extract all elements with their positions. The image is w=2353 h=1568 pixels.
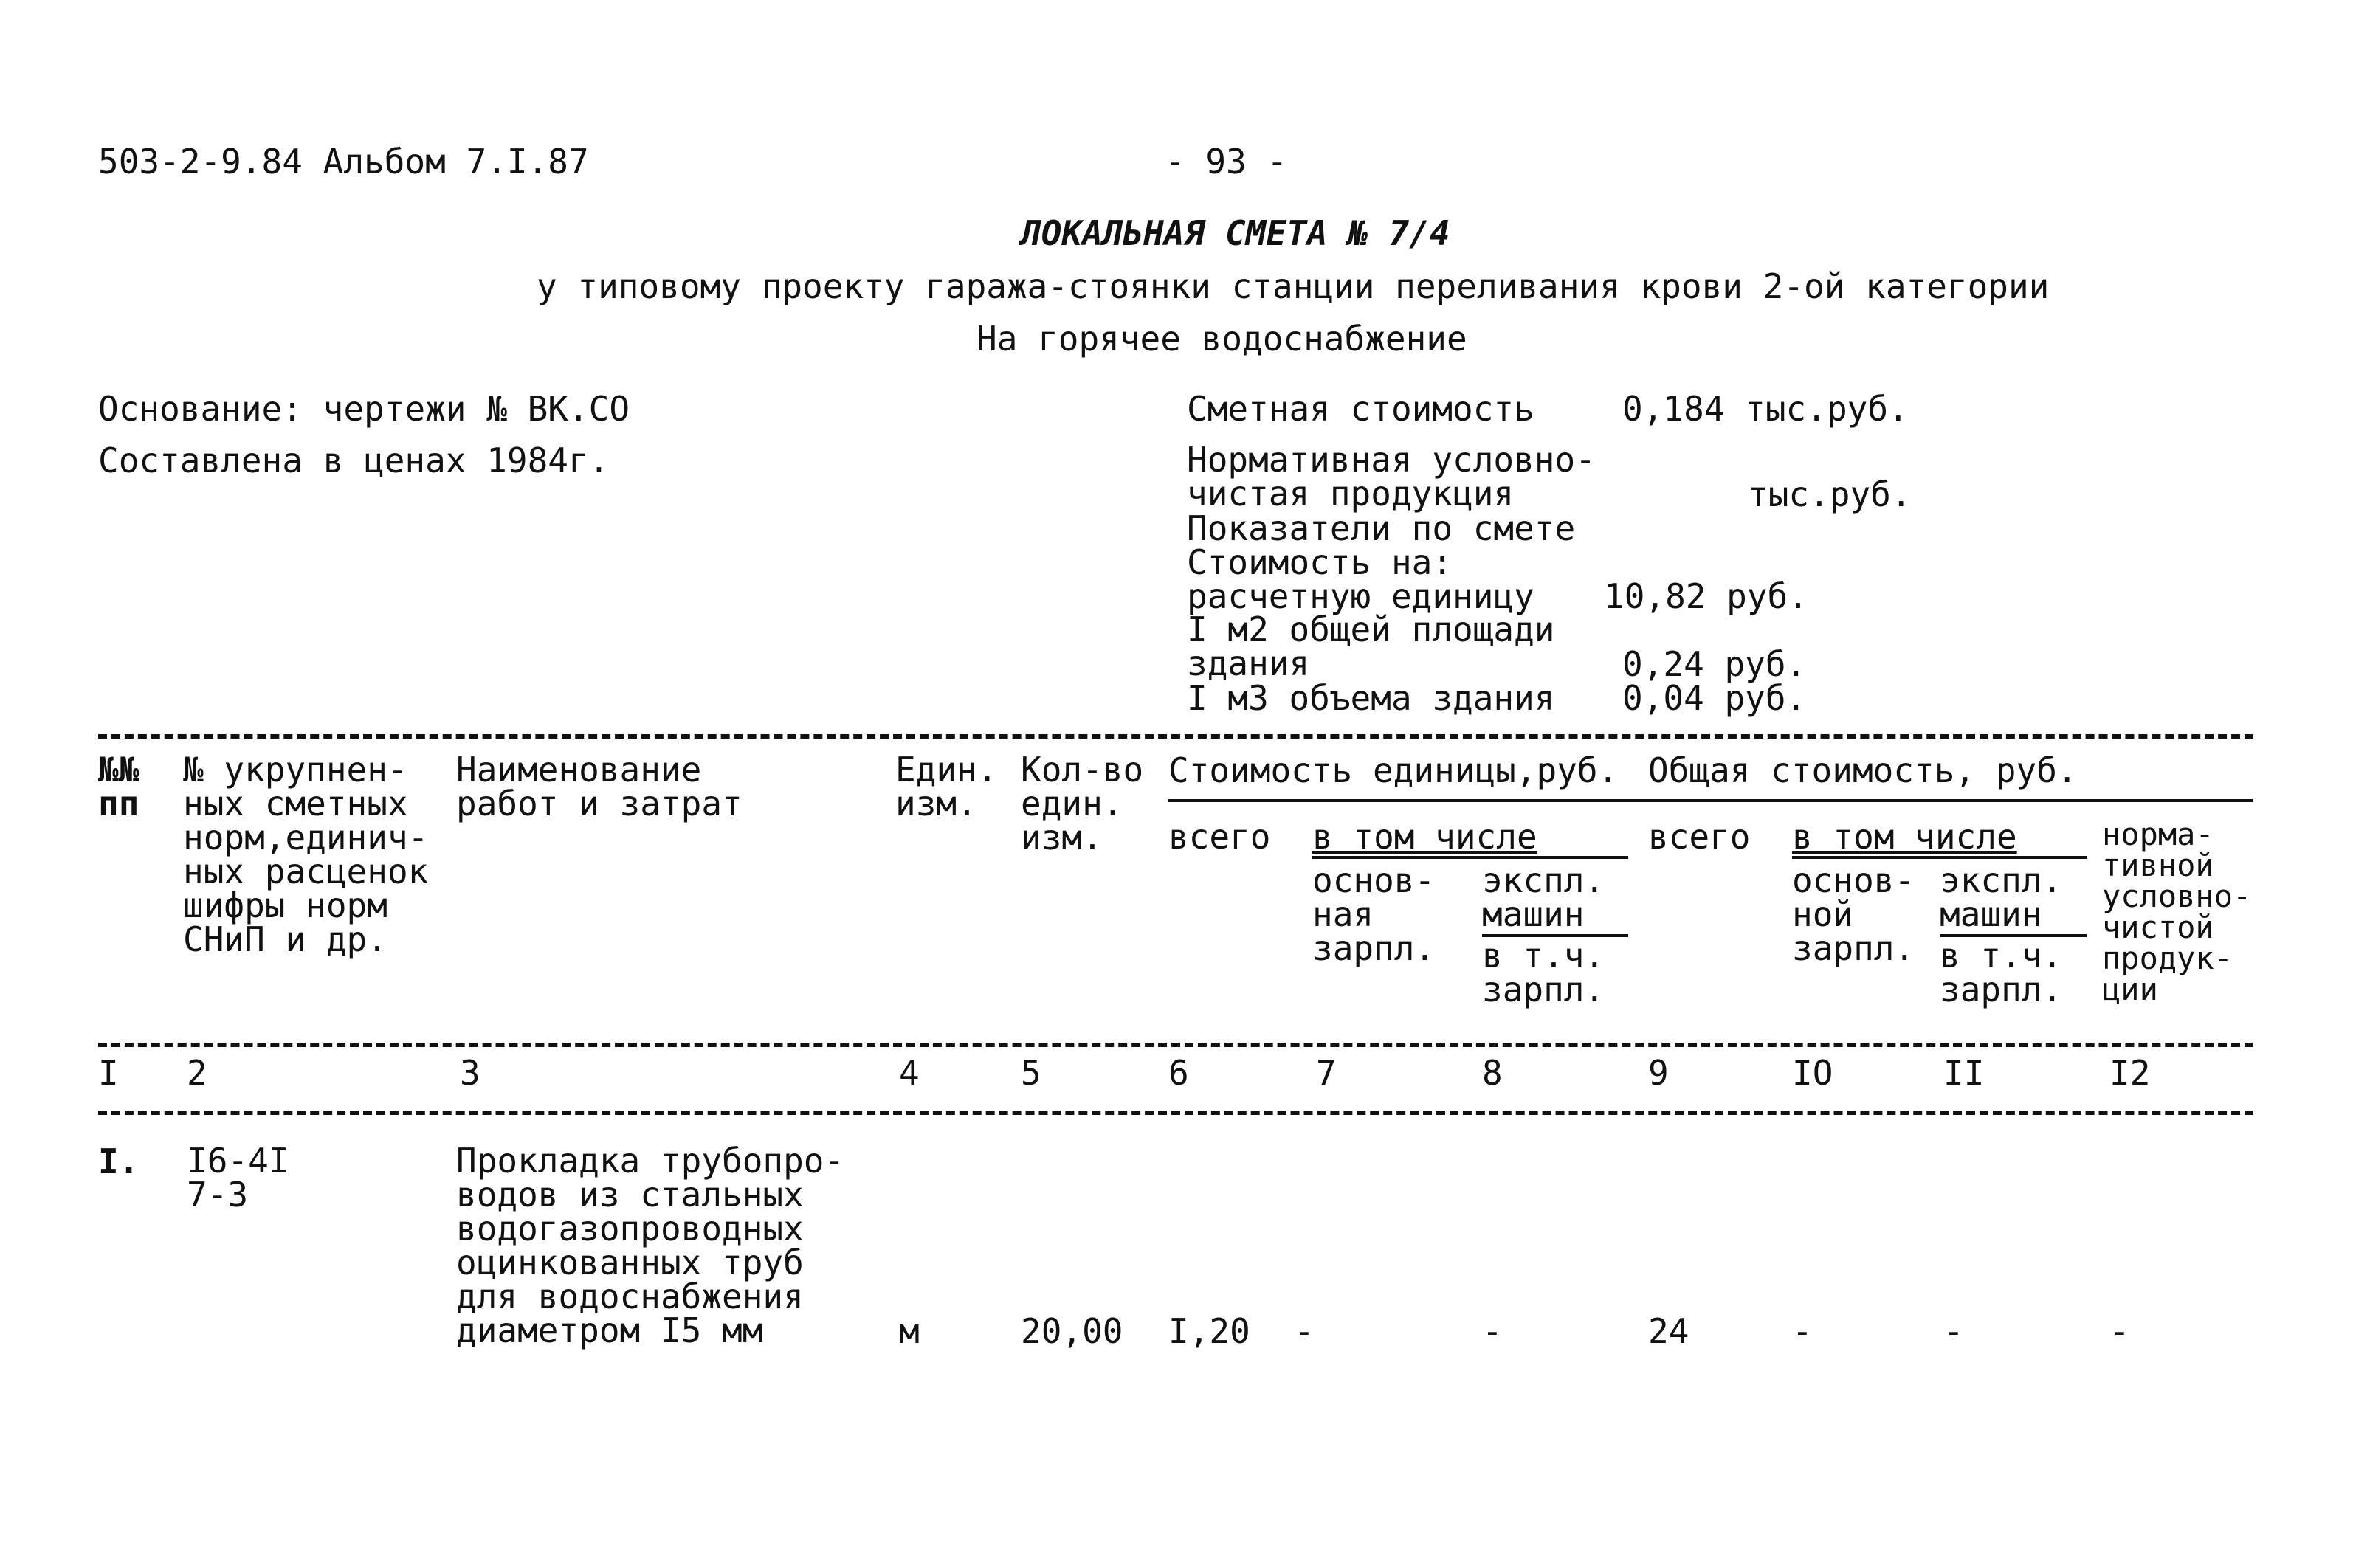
per-m3-label: I м3 объема здания <box>1187 678 1555 718</box>
header-incl-b-rule <box>1792 856 2087 859</box>
column-numbers-rule <box>98 1111 2253 1115</box>
header-col-5: Кол-во един. изм. <box>1021 750 1144 857</box>
row-total-wage: - <box>1792 1311 1813 1351</box>
header-col-7: основ- ная зарпл. <box>1312 860 1436 968</box>
header-col-10: основ- ной зарпл. <box>1792 860 1915 968</box>
page-number: - 93 - <box>1165 142 1288 182</box>
header-incl-b: в том числе <box>1792 817 2017 857</box>
header-group-rule <box>1168 799 2253 802</box>
column-number-2: 2 <box>187 1053 207 1093</box>
row-number: I. <box>98 1142 139 1181</box>
row-total-machines: - <box>1943 1311 1964 1351</box>
normative-label: Нормативная условно- чистая продукция <box>1187 440 1596 514</box>
header-total-cost: Общая стоимость, руб. <box>1648 750 2078 790</box>
per-unit-value: 10,82 руб. <box>1604 576 1808 616</box>
per-m3-value: 0,04 руб. <box>1622 678 1807 718</box>
header-col-4: Един. изм. <box>895 750 998 823</box>
column-number-12: I2 <box>2109 1053 2151 1093</box>
column-number-5: 5 <box>1021 1053 1041 1093</box>
row-unit: м <box>899 1311 920 1351</box>
album-reference: 503-2-9.84 Альбом 7.I.87 <box>98 142 589 182</box>
document-subtitle: у типовому проекту гаража-стоянки станции переливания крови 2-ой категории <box>537 266 2050 306</box>
column-number-6: 6 <box>1168 1053 1189 1093</box>
column-number-10: IO <box>1792 1053 1833 1093</box>
column-number-8: 8 <box>1482 1053 1503 1093</box>
per-unit-label: расчетную единицу <box>1187 576 1534 616</box>
normative-unit: тыс.руб. <box>1748 474 1912 514</box>
column-number-9: 9 <box>1648 1053 1669 1093</box>
column-number-11: II <box>1943 1053 1985 1093</box>
header-col-1: №№ пп <box>98 750 139 823</box>
header-col-8b: в т.ч. зарпл. <box>1482 936 1605 1009</box>
prices-line: Составлена в ценах 1984г. <box>98 441 610 480</box>
column-number-3: 3 <box>460 1053 480 1093</box>
column-number-4: 4 <box>899 1053 920 1093</box>
header-col-11b: в т.ч. зарпл. <box>1940 936 2063 1009</box>
row-qty: 20,00 <box>1021 1311 1123 1351</box>
per-m2-value: 0,24 руб. <box>1622 644 1807 684</box>
header-col-11a: экспл. машин <box>1940 860 2063 934</box>
header-incl-a: в том числе <box>1312 817 1537 857</box>
estimated-cost-value: 0,184 тыс.руб. <box>1622 389 1909 429</box>
table-top-rule <box>98 734 2253 739</box>
indicators-label: Показатели по смете <box>1187 508 1576 548</box>
estimated-cost-label: Сметная стоимость <box>1187 389 1534 429</box>
row-unit-machines: - <box>1482 1311 1503 1351</box>
row-unit-wage: - <box>1294 1311 1315 1351</box>
header-incl-a-rule <box>1312 856 1628 859</box>
header-col-12: норма- тивной условно- чистой продук- ции <box>2102 816 2252 1007</box>
row-unit-total: I,20 <box>1168 1311 1250 1351</box>
header-unit-cost: Стоимость единицы,руб. <box>1168 750 1619 790</box>
header-bottom-rule <box>98 1043 2253 1047</box>
section-title: На горячее водоснабжение <box>976 319 1467 359</box>
header-col-9: всего <box>1648 817 1751 857</box>
row-name: Прокладка трубопро- водов из стальных водогазопроводных оцинкованных труб для водоснабжения диаметром I5 мм <box>456 1141 845 1350</box>
per-m2-label: I м2 общей площади здания <box>1187 609 1555 683</box>
header-col-8a: экспл. машин <box>1482 860 1605 934</box>
column-number-1: I <box>98 1053 119 1093</box>
column-number-7: 7 <box>1316 1053 1337 1093</box>
basis-line: Основание: чертежи № ВК.СО <box>98 389 630 429</box>
header-col-6: всего <box>1168 817 1271 857</box>
document-title: ЛОКАЛЬНАЯ СМЕТА № 7/4 <box>1021 213 1450 253</box>
cost-on-label: Стоимость на: <box>1187 542 1453 582</box>
row-code: I6-4I 7-3 <box>187 1141 289 1215</box>
row-total: 24 <box>1648 1311 1689 1351</box>
header-col-2: № укрупнен- ных сметных норм,единич- ных расценок шифры норм СНиП и др. <box>183 750 429 959</box>
row-normative: - <box>2109 1311 2130 1351</box>
header-col-3: Наименование работ и затрат <box>456 750 743 823</box>
